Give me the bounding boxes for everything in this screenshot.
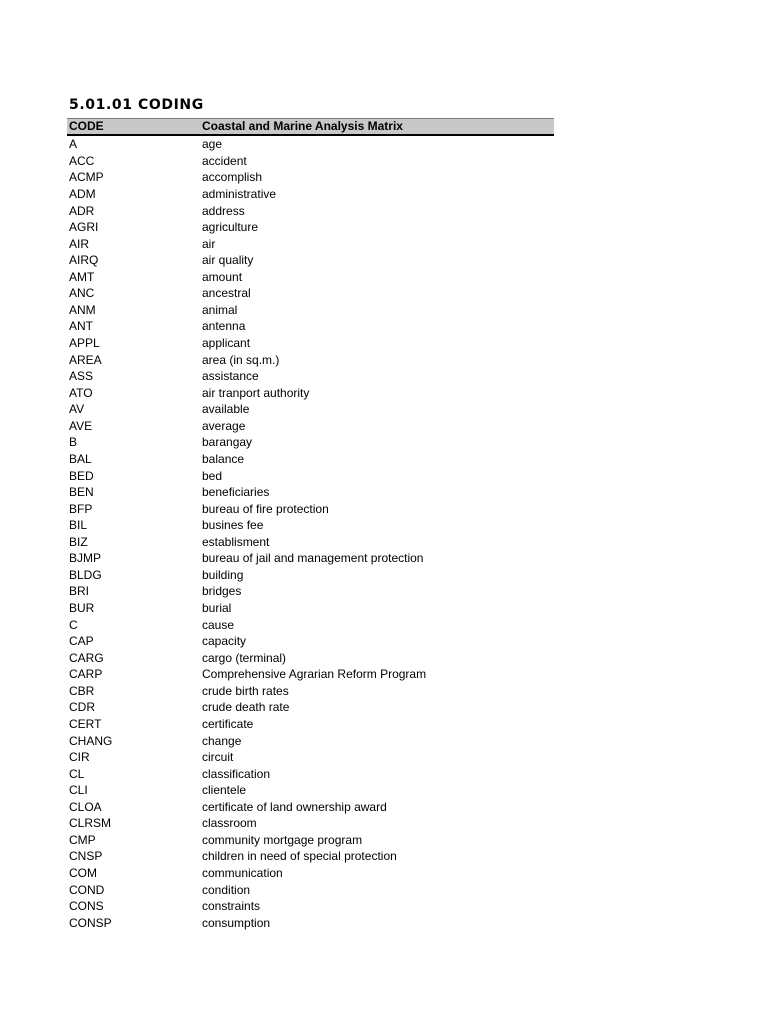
header-row [67,119,554,136]
description-cell: capacity [202,634,247,649]
code-cell: BJMP [69,551,102,566]
table-row [67,135,554,153]
description-cell: change [202,733,242,748]
table-row [67,799,554,816]
description-cell: air quality [202,253,254,268]
description-cell: administrative [202,186,277,201]
code-cell: CDR [69,700,95,715]
code-cell: ANM [69,302,96,317]
code-cell: CL [69,766,85,781]
description-cell: bridges [202,584,242,599]
code-cell: CHANG [69,733,113,748]
code-cell: A [69,137,78,152]
description-cell: balance [202,451,245,466]
description-cell: ancestral [202,286,251,301]
header-description: Coastal and Marine Analysis Matrix [199,119,554,136]
table-row [67,269,554,286]
description-cell: certificate of land ownership award [202,799,387,814]
header-code: CODE [67,119,199,136]
table-row [67,649,554,666]
table-row [67,235,554,252]
section-title: 5.01.01 CODING [69,97,204,113]
code-cell: C [69,617,78,632]
description-cell: area (in sq.m.) [202,352,280,367]
table-row [67,881,554,898]
table-row [67,832,554,849]
code-cell: BIZ [69,534,88,549]
description-cell: Comprehensive Agrarian Reform Program [202,667,427,682]
description-cell: animal [202,302,238,317]
description-cell: bureau of jail and management protection [202,551,424,566]
description-cell: cause [202,617,235,632]
description-cell: bed [202,468,223,483]
code-cell: ANT [69,319,93,334]
table-header [67,119,554,136]
description-cell: consumption [202,915,271,930]
code-cell: APPL [69,336,100,351]
table-row [67,865,554,882]
description-cell: applicant [202,336,251,351]
code-cell: BED [69,468,94,483]
table-row [67,732,554,749]
code-cell: AGRI [69,220,99,235]
table-row [67,351,554,368]
description-cell: cargo (terminal) [202,650,287,665]
code-cell: BEN [69,485,94,500]
code-cell: AVE [69,418,93,433]
code-cell: COND [69,882,105,897]
table-row [67,633,554,650]
table-row [67,418,554,435]
description-cell: accident [202,153,247,168]
description-cell: community mortgage program [202,832,363,847]
table-row [67,401,554,418]
description-cell: accomplish [202,170,263,185]
table-row [67,699,554,716]
table-row [67,451,554,468]
description-cell: clientele [202,783,247,798]
code-cell: ACMP [69,170,104,185]
code-cell: CARP [69,667,103,682]
table-row [67,169,554,186]
table-row [67,550,554,567]
table-row [67,782,554,799]
code-cell: AV [69,402,85,417]
table-row [67,749,554,766]
table-row [67,583,554,600]
description-cell: certificate [202,716,254,731]
description-cell: average [202,418,246,433]
description-cell: antenna [202,319,246,334]
code-cell: BIL [69,518,88,533]
coding-table [67,118,554,931]
code-cell: AIR [69,236,90,251]
table-row [67,716,554,733]
table-row [67,335,554,352]
table-row [67,484,554,501]
description-cell: classroom [202,816,257,831]
table-row [67,567,554,584]
description-cell: air tranport authority [202,385,310,400]
description-cell: available [202,402,250,417]
code-cell: CLI [69,783,88,798]
code-cell: CLOA [69,799,102,814]
table-row [67,500,554,517]
table-row [67,616,554,633]
description-cell: beneficiaries [202,485,270,500]
description-cell: circuit [202,750,234,765]
description-cell: age [202,137,223,152]
description-cell: barangay [202,435,253,450]
code-cell: ADM [69,186,96,201]
table-row [67,302,554,319]
code-cell: BRI [69,584,90,599]
code-cell: AREA [69,352,102,367]
description-cell: assistance [202,369,259,384]
table-row [67,914,554,931]
description-cell: air [202,236,216,251]
code-cell: CNSP [69,849,103,864]
code-cell: BAL [69,451,92,466]
description-cell: crude death rate [202,700,290,715]
table-row [67,202,554,219]
table-row [67,186,554,203]
description-cell: communication [202,866,283,881]
code-cell: CONSP [69,915,112,930]
table-row [67,666,554,683]
description-cell: address [202,203,245,218]
table-row [67,600,554,617]
code-cell: CBR [69,683,95,698]
table-row [67,153,554,170]
table-row [67,534,554,551]
code-cell: AMT [69,269,95,284]
table-row [67,765,554,782]
code-cell: ATO [69,385,93,400]
table-body [67,135,554,931]
code-cell: CIR [69,750,90,765]
code-cell: CLRSM [69,816,112,831]
description-cell: condition [202,882,251,897]
description-cell: establisment [202,534,270,549]
description-cell: bureau of fire protection [202,501,329,516]
table-row [67,219,554,236]
table-row [67,815,554,832]
code-cell: BFP [69,501,93,516]
description-cell: classification [202,766,271,781]
description-cell: amount [202,269,243,284]
table-row [67,848,554,865]
description-cell: crude birth rates [202,683,289,698]
code-cell: CMP [69,832,96,847]
description-cell: constraints [202,899,261,914]
description-cell: building [202,567,244,582]
code-cell: ACC [69,153,95,168]
code-cell: COM [69,866,97,881]
code-cell: CERT [69,716,102,731]
table-row [67,434,554,451]
description-cell: agriculture [202,220,259,235]
code-cell: AIRQ [69,253,99,268]
description-cell: children in need of special protection [202,849,397,864]
code-cell: B [69,435,78,450]
table-row [67,384,554,401]
code-cell: CONS [69,899,104,914]
code-cell: BLDG [69,567,102,582]
table-row [67,683,554,700]
table-row [67,252,554,269]
code-cell: ANC [69,286,95,301]
code-cell: CAP [69,634,94,649]
table-row [67,285,554,302]
description-cell: burial [202,601,232,616]
table-row [67,368,554,385]
table-row [67,318,554,335]
code-cell: BUR [69,601,95,616]
description-cell: busines fee [202,518,264,533]
code-cell: ADR [69,203,95,218]
table-row [67,517,554,534]
table-row [67,467,554,484]
code-cell: ASS [69,369,94,384]
code-cell: CARG [69,650,104,665]
table-row [67,898,554,915]
